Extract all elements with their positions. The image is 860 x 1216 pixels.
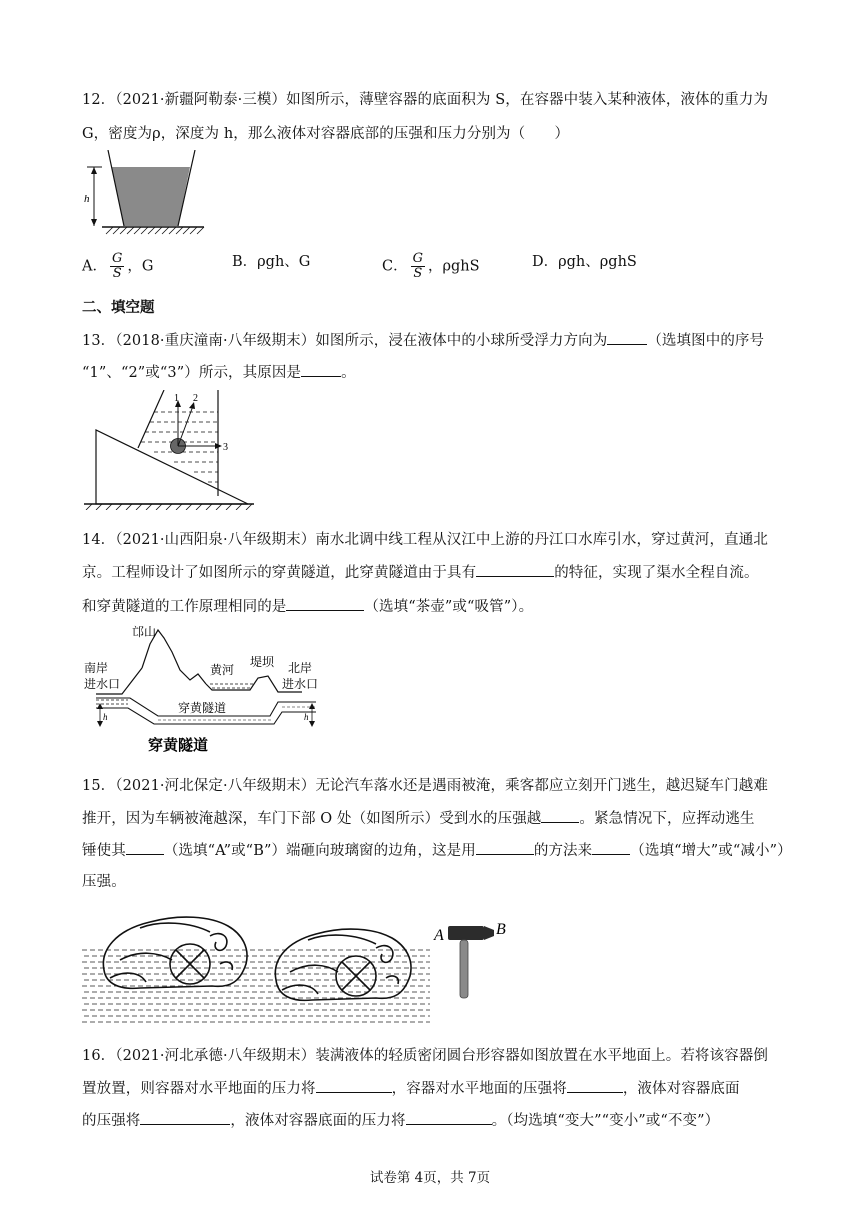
q14-label-north-2: 进水口: [282, 677, 319, 691]
q15-line3: 锤使其 （选填“A”或“B”）端砸向玻璃窗的边角，这是用 的方法来 （选填“增大”或“减小”）: [82, 840, 792, 861]
q14-blank-2[interactable]: [286, 596, 364, 611]
q12-container-figure: [82, 150, 212, 240]
q12-line1: 12．（2021·新疆阿勒泰·三模）如图所示，薄壁容器的底面积为 S，在容器中装入某种液体，液体的重力为: [82, 92, 769, 108]
q14-line1: 14．（2021·山西阳泉·八年级期末）南水北调中线工程从汉江中上游的丹江口水库引水，穿过黄河，直通北: [82, 532, 768, 548]
q13-blank-1[interactable]: [607, 330, 647, 345]
q14-label-river: 黄河: [210, 663, 235, 677]
q16-line2: 置放置，则容器对水平地面的压力将 ，容器对水平地面的压强将 ，液体对容器底面: [82, 1078, 740, 1099]
q13-arrow-label-3: 3: [223, 442, 228, 453]
q16-line1: 16．（2021·河北承德·八年级期末）装满液体的轻质密闭圆台形容器如图放置在水平地面上。若将该容器倒: [82, 1048, 768, 1064]
q12-option-a-fraction: $\frac{G}{S}$: [111, 251, 123, 281]
q15-blank-3[interactable]: [476, 840, 534, 855]
q14-label-tunnel: 穿黄隧道: [178, 701, 227, 715]
q14-line3: 和穿黄隧道的工作原理相同的是 （选填“茶壶”或“吸管”）。: [82, 596, 533, 617]
q16-blank-1[interactable]: [316, 1078, 392, 1093]
q14-h-left: h: [103, 712, 108, 722]
q15-blank-2[interactable]: [126, 840, 164, 855]
q14-line2: 京。工程师设计了如图所示的穿黄隧道，此穿黄隧道由于具有 的特征，实现了渠水全程自流。: [82, 562, 759, 583]
q13-line1: 13．（2018·重庆潼南·八年级期末）如图所示，浸在液体中的小球所受浮力方向为 （选填图中的序号: [82, 330, 764, 351]
q15-line4: 压强。: [82, 874, 126, 890]
q14-label-south-2: 进水口: [84, 677, 121, 691]
q15-line2: 推开，因为车辆被淹越深，车门下部 O 处（如图所示）受到水的压强越 。紧急情况下，应挥动逃生: [82, 808, 755, 829]
q14-label-south-1: 南岸: [84, 661, 109, 675]
q14-h-right: h: [304, 712, 309, 722]
q16-blank-4[interactable]: [406, 1110, 492, 1125]
q14-label-dam: 堤坝: [250, 655, 275, 669]
q12-option-d[interactable]: D．ρgh、ρghS: [532, 254, 637, 270]
q12-option-b[interactable]: B．ρgh、G: [232, 254, 311, 270]
q15-blank-1[interactable]: [541, 808, 579, 823]
q15-hammer-label-b: B: [496, 921, 506, 938]
q12-line2: G，密度为ρ，深度为 h，那么液体对容器底部的压强和压力分别为（ ）: [82, 126, 570, 142]
q13-blank-2[interactable]: [301, 362, 341, 377]
q12-option-c[interactable]: C． $\frac{G}{S}$ ，ρghS: [382, 251, 480, 281]
q15-line1: 15．（2021·河北保定·八年级期末）无论汽车落水还是遇雨被淹，乘客都应立刻开门逃生，越迟疑车门越难: [82, 778, 768, 794]
q12-option-a[interactable]: A． $\frac{G}{S}$ ，G: [82, 251, 154, 281]
q14-label-mountain: 邙山: [132, 625, 157, 639]
q12-option-c-fraction: $\frac{G}{S}$: [412, 251, 423, 281]
q14-label-north-1: 北岸: [288, 661, 313, 675]
q13-arrow-label-2: 2: [193, 393, 198, 404]
q14-figure-caption: 穿黄隧道: [148, 736, 209, 754]
q16-blank-3[interactable]: [140, 1110, 230, 1125]
q16-line3: 的压强将 ，液体对容器底面的压力将 。（均选填“变大”“变小”或“不变”）: [82, 1110, 719, 1131]
q14-blank-1[interactable]: [476, 562, 554, 577]
q15-car-figure: [80, 900, 520, 1030]
q12-h-label: h: [84, 193, 90, 205]
q15-hammer-label-a: A: [434, 927, 444, 944]
page-footer: 试卷第 4页，共 7页: [369, 1170, 491, 1186]
q13-line2: “1”、“2”或“3”）所示，其原因是 。: [82, 362, 356, 383]
q13-incline-figure: [82, 390, 262, 510]
q13-arrow-label-1: 1: [174, 393, 179, 404]
section-title-fill-in: 二、填空题: [82, 299, 155, 316]
q15-blank-4[interactable]: [592, 840, 630, 855]
q16-blank-2[interactable]: [567, 1078, 623, 1093]
q14-tunnel-figure: [82, 622, 332, 756]
